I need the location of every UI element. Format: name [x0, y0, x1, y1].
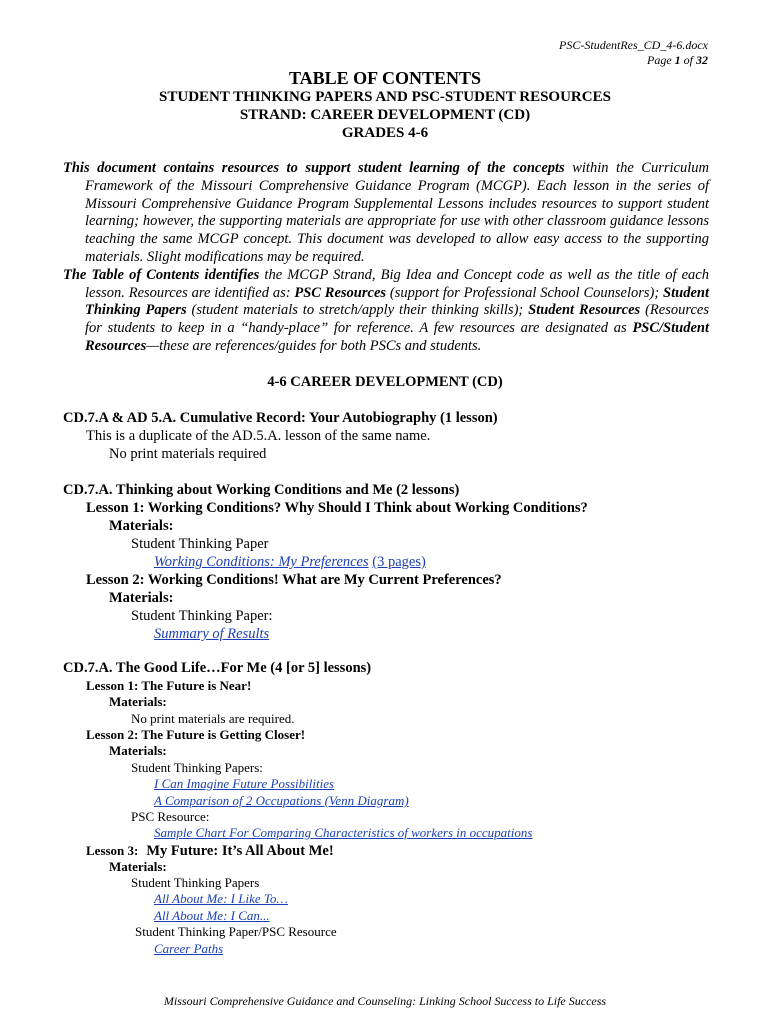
intro-p1-text: within the Curriculum Framework of the Missouri Comprehensive Guidance Program (MCGP). Each lesson in the series of Missouri Comprehensive Guidance Program Supplemental Lessons includes resources to support student learning; however, the supporting materials are appropriate for use with other classroom guidance lessons teaching the same MCGP concept. This document was developed to allow easy access to the supporting materials. Slight modifications may be required.: [85, 160, 709, 265]
subtitle-grades: GRADES 4-6: [341, 125, 429, 141]
subtitle-strand: STRAND: CAREER DEVELOPMENT (CD): [239, 107, 531, 123]
page-prefix: Page: [647, 53, 672, 67]
section-2-lesson-2: Lesson 2: Working Conditions! What are My Current Preferences?: [86, 572, 502, 588]
link-row: [154, 554, 426, 571]
section-1-no-print: No print materials required: [109, 446, 267, 462]
lesson-3-title: My Future: It’s All About Me!: [146, 843, 334, 859]
student-thinking-paper-label: Student Thinking Paper:: [131, 608, 273, 624]
page-indicator: [647, 53, 708, 68]
materials-label: Materials:: [109, 518, 174, 534]
section-3-title: CD.7.A. The Good Life…For Me (4 [or 5] lessons): [63, 660, 372, 676]
link-working-conditions-preferences[interactable]: Working Conditions: My Preferences: [154, 554, 369, 570]
intro-text: [63, 160, 709, 356]
link-sample-chart-comparing[interactable]: Sample Chart For Comparing Characteristics of workers in occupations: [154, 825, 533, 840]
page-total: 32: [696, 53, 708, 67]
page-title: TABLE OF CONTENTS: [288, 68, 482, 88]
intro-p2-text-b: (support for Professional School Counselors);: [386, 284, 664, 301]
materials-label: Materials:: [109, 694, 167, 709]
subtitle-resources: STUDENT THINKING PAPERS AND PSC-STUDENT RESOURCES: [159, 89, 611, 105]
student-thinking-papers-label: Student Thinking Papers: [131, 875, 260, 890]
link-career-paths[interactable]: Career Paths: [154, 941, 224, 956]
link-comparison-occupations-venn[interactable]: A Comparison of 2 Occupations (Venn Diagram): [154, 793, 409, 808]
link-summary-of-results[interactable]: [154, 626, 269, 643]
link-imagine-future-possibilities[interactable]: I Can Imagine Future Possibilities: [154, 776, 335, 791]
section-heading: 4-6 CAREER DEVELOPMENT (CD): [267, 374, 503, 390]
intro-psc-resources: PSC Resources: [294, 284, 387, 301]
link-all-about-me-like-to[interactable]: All About Me: I Like To…: [154, 891, 288, 906]
materials-label: Materials:: [109, 590, 174, 606]
intro-p2-text-c: (student materials to stretch/apply their thinking skills);: [186, 302, 529, 319]
link-all-about-me-can[interactable]: All About Me: I Can...: [154, 908, 270, 923]
section-3-lesson-1: Lesson 1: The Future is Near!: [86, 678, 252, 693]
materials-label: Materials:: [109, 859, 167, 874]
psc-resource-label: PSC Resource:: [131, 809, 210, 824]
intro-psc-student-resources: PSC/Student Resources: [85, 320, 709, 354]
intro-student-thinking-papers: Student Thinking Papers: [85, 284, 709, 319]
intro-paragraph-2: [63, 267, 709, 356]
student-thinking-paper-label: Student Thinking Paper: [131, 536, 269, 552]
section-3-lesson-3: [86, 842, 334, 860]
link-page-count[interactable]: (3 pages): [372, 554, 426, 570]
intro-p2-text-d: (Resources for students to keep in a “handy-place” for reference. A few resources are designated as: [85, 302, 709, 337]
section-2-title: CD.7.A. Thinking about Working Conditions and Me (2 lessons): [63, 482, 460, 498]
page-footer: Missouri Comprehensive Guidance and Counseling: Linking School Success to Life Success: [163, 994, 607, 1008]
intro-student-resources: Student Resources: [528, 302, 641, 319]
page-of: of: [683, 53, 693, 67]
intro-paragraph-1: [63, 160, 709, 267]
no-print-note: No print materials are required.: [131, 711, 295, 726]
section-2-lesson-1: Lesson 1: Working Conditions? Why Should I Think about Working Conditions?: [86, 500, 588, 516]
section-3-lesson-2: Lesson 2: The Future is Getting Closer!: [86, 727, 306, 742]
student-thinking-paper-psc-label: Student Thinking Paper/PSC Resource: [135, 924, 337, 939]
page-number: 1: [674, 53, 681, 67]
lesson-3-prefix: Lesson 3:: [86, 843, 139, 858]
link-summary-of-results-text[interactable]: Summary of Results: [154, 626, 270, 642]
document-filename: PSC-StudentRes_CD_4-6.docx: [559, 38, 708, 52]
intro-p2-text-a: the MCGP Strand, Big Idea and Concept code as well as the title of each lesson. Resources are identified as:: [85, 266, 709, 301]
materials-label: Materials:: [109, 743, 167, 758]
section-1-title: CD.7.A & AD 5.A. Cumulative Record: Your Autobiography (1 lesson): [63, 410, 498, 426]
section-1-note: This is a duplicate of the AD.5.A. lesson of the same name.: [86, 428, 431, 444]
intro-p1-bold: This document contains resources to support student learning of the concepts: [63, 160, 565, 176]
student-thinking-papers-label: Student Thinking Papers:: [131, 760, 263, 775]
intro-p2-bold: The Table of Contents identifies: [63, 266, 260, 283]
intro-p2-text-e: —these are references/guides for both PSCs and students.: [146, 337, 482, 354]
